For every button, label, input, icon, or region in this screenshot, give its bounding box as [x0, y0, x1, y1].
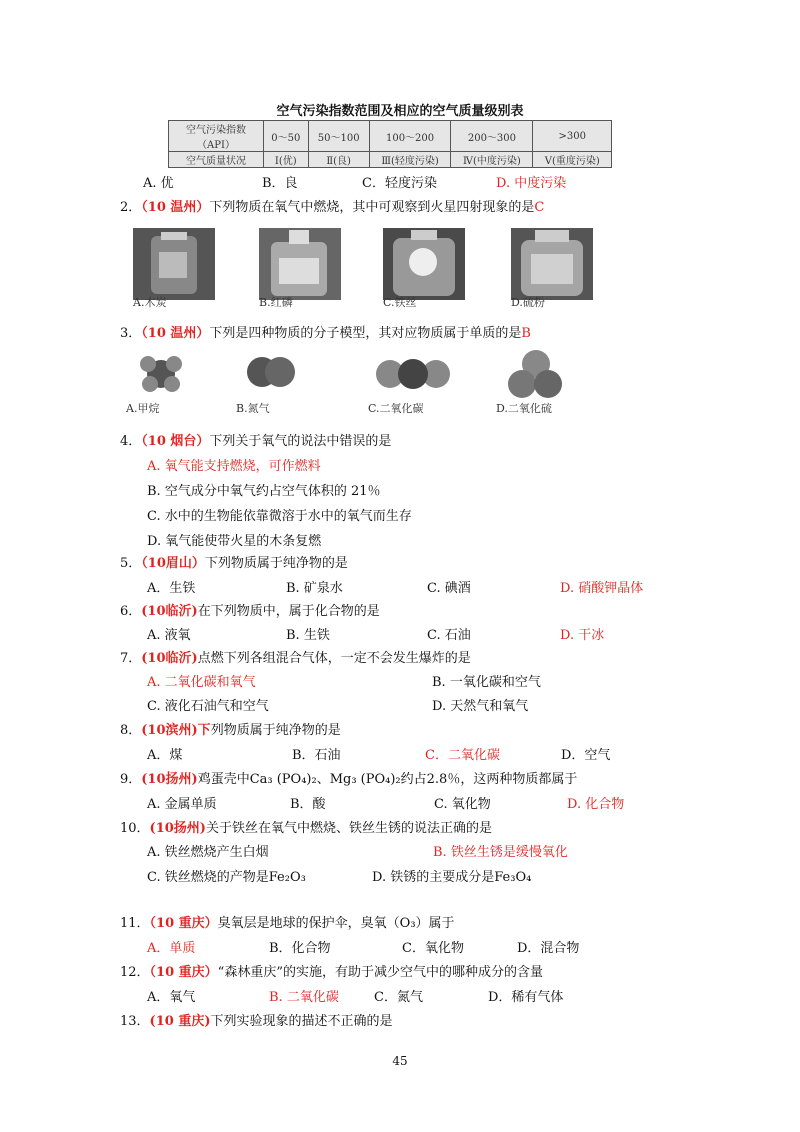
q1-option-c: C．轻度污染: [362, 176, 437, 191]
q9-option-a: A. 金属单质: [147, 797, 217, 812]
q4-option-b: B. 空气成分中氧气约占空气体积的 21％: [147, 484, 381, 499]
question-number: 13．: [120, 1014, 150, 1029]
question-text: 下列实验现象的描述不正确的是: [210, 1014, 393, 1029]
q12-option-d: D．稀有气体: [488, 990, 564, 1005]
question-number: 2．: [120, 200, 142, 215]
api-table: [168, 120, 612, 168]
question-text: 鸡蛋壳中Ca₃ (PO₄)₂、Mg₃ (PO₄)₂约占2.8％，这两种物质都属于: [197, 772, 578, 787]
q7-option-a: A. 二氧化碳和氧气: [147, 675, 256, 690]
photo-charcoal: [133, 228, 215, 309]
q6-option-b: B. 生铁: [286, 628, 330, 643]
caption: D.硫粉: [511, 296, 545, 309]
q8-option-a: A．煤: [147, 748, 183, 763]
question-number: 7．: [120, 651, 142, 666]
question-3: [120, 322, 531, 341]
table-title: 空气污染指数范围及相应的空气质量级别表: [276, 104, 524, 119]
question-number: 8．: [120, 723, 142, 738]
table-cell: 200～300: [451, 121, 533, 152]
page-number: 45: [392, 1054, 408, 1068]
question-text: 下列是四种物质的分子模型，其对应物质属于单质的是: [209, 326, 522, 341]
question-number: 6．: [120, 604, 142, 619]
q5-option-a: A．生铁: [147, 581, 196, 596]
q11-option-a: A．单质: [147, 941, 196, 956]
molecule-nitrogen: [236, 348, 306, 414]
q10-option-c: C. 铁丝燃烧的产物是Fe₂O₃: [147, 870, 306, 885]
question-number: 9．: [120, 772, 142, 787]
q5-option-c: C. 碘酒: [427, 581, 471, 596]
q1-option-b: B．良: [262, 176, 298, 191]
q11-option-d: D．混合物: [517, 941, 580, 956]
table-cell: Ⅰ(优): [264, 152, 309, 168]
table-cell: 50～100: [308, 121, 369, 152]
question-text: 列物质属于纯净物的是: [210, 723, 341, 738]
question-12: [120, 961, 543, 980]
caption: D.二氧化硫: [496, 402, 552, 415]
question-number: 10．: [120, 821, 150, 836]
question-9: [120, 768, 577, 787]
table-cell: 0～50: [264, 121, 309, 152]
q7-option-d: D. 天然气和氧气: [432, 699, 529, 714]
table-row: [169, 121, 612, 152]
molecule-carbon-dioxide: [368, 348, 458, 414]
question-7: [120, 647, 471, 666]
caption: A.木炭: [133, 296, 167, 309]
q10-option-b: B. 铁丝生锈是缓慢氧化: [433, 845, 568, 860]
table-cell: Ⅲ(轻度污染): [369, 152, 451, 168]
q1-option-a: A. 优: [143, 176, 174, 191]
photo-red-phosphorus: [259, 228, 341, 309]
question-text: 点燃下列各组混合气体，一定不会发生爆炸的是: [197, 651, 471, 666]
q9-option-b: B．酸: [290, 797, 326, 812]
q12-option-a: A．氧气: [147, 990, 196, 1005]
q8-option-b: B．石油: [292, 748, 341, 763]
question-answer: B: [521, 326, 531, 341]
question-source: （10眉山）: [141, 556, 205, 571]
q10-option-d: D. 铁锈的主要成分是Fe₃O₄: [372, 870, 532, 885]
q4-option-a: A. 氧气能支持燃烧，可作燃料: [147, 459, 321, 474]
q11-option-c: C．氧化物: [402, 941, 464, 956]
question-source: （10 重庆）: [149, 916, 218, 931]
question-source: (10扬州): [141, 772, 198, 787]
q4-option-c: C. 水中的生物能依靠微溶于水中的氧气而生存: [147, 509, 412, 524]
q8-option-c: C．二氧化碳: [425, 748, 500, 763]
question-answer: C: [534, 200, 545, 215]
q6-option-a: A. 液氧: [147, 628, 191, 643]
question-text: “森林重庆”的实施，有助于减少空气中的哪种成分的含量: [217, 965, 543, 980]
question-6: [120, 600, 380, 619]
question-source: （10 烟台）: [141, 434, 210, 449]
table-cell: Ⅳ(中度污染): [451, 152, 533, 168]
question-source: (10 重庆): [149, 1014, 211, 1029]
q1-option-d: D. 中度污染: [496, 176, 567, 191]
q12-option-c: C．氮气: [374, 990, 423, 1005]
photo-sulfur: [511, 228, 593, 309]
question-text: 下列关于氧气的说法中错误的是: [209, 434, 392, 449]
question-source: （10 温州）: [141, 200, 210, 215]
question-text: 下列物质属于纯净物的是: [204, 556, 348, 571]
q6-option-d: D. 干冰: [560, 628, 605, 643]
q10-option-a: A. 铁丝燃烧产生白烟: [147, 845, 269, 860]
q12-option-b: B. 二氧化碳: [269, 990, 339, 1005]
question-number: 3．: [120, 326, 142, 341]
table-cell: >300: [533, 121, 612, 152]
question-4: [120, 430, 391, 449]
table-cell: 空气质量状况: [169, 152, 264, 168]
q9-option-c: C. 氧化物: [434, 797, 491, 812]
photo-iron-wire: [383, 228, 465, 309]
question-number: 5．: [120, 556, 142, 571]
question-11: [120, 912, 455, 931]
caption: C.铁丝: [383, 296, 417, 309]
table-row: [169, 152, 612, 168]
table-cell: Ⅱ(良): [308, 152, 369, 168]
question-2: [120, 196, 544, 215]
table-cell: 100～200: [369, 121, 451, 152]
question-text: 臭氧层是地球的保护伞，臭氧（O₃）属于: [217, 916, 455, 931]
question-number: 4．: [120, 434, 142, 449]
table-cell: 空气污染指数（API）: [169, 121, 264, 152]
question-8: [120, 719, 341, 738]
caption: C.二氧化碳: [368, 402, 424, 415]
question-13: [120, 1010, 392, 1029]
question-source: (10扬州): [149, 821, 206, 836]
question-5: [120, 552, 348, 571]
q5-option-b: B. 矿泉水: [286, 581, 343, 596]
molecule-methane: [126, 348, 196, 414]
table-cell: Ⅴ(重度污染): [533, 152, 612, 168]
question-number: 11．: [120, 916, 150, 931]
q4-option-d: D. 氧气能使带火星的木条复燃: [147, 534, 322, 549]
q7-option-b: B. 一氧化碳和空气: [432, 675, 541, 690]
question-source: （10 重庆）: [149, 965, 218, 980]
question-text: 关于铁丝在氧气中燃烧、铁丝生锈的说法正确的是: [205, 821, 492, 836]
question-source: (10临沂): [141, 604, 198, 619]
caption: B.红磷: [259, 296, 293, 309]
q6-option-c: C. 石油: [427, 628, 471, 643]
question-source: (10临沂): [141, 651, 198, 666]
question-source: （10 温州）: [141, 326, 210, 341]
question-10: [120, 817, 492, 836]
question-source: (10滨州)下: [141, 723, 211, 738]
molecule-sulfur-dioxide: [496, 348, 576, 414]
q11-option-b: B．化合物: [269, 941, 331, 956]
q9-option-d: D. 化合物: [567, 797, 625, 812]
caption: A.甲烷: [126, 402, 160, 415]
question-number: 12．: [120, 965, 150, 980]
question-text: 下列物质在氧气中燃烧，其中可观察到火星四射现象的是: [209, 200, 535, 215]
question-text: 在下列物质中，属于化合物的是: [197, 604, 380, 619]
q5-option-d: D. 硝酸钾晶体: [560, 581, 644, 596]
caption: B.氮气: [236, 402, 270, 415]
q7-option-c: C. 液化石油气和空气: [147, 699, 269, 714]
q8-option-d: D．空气: [561, 748, 611, 763]
